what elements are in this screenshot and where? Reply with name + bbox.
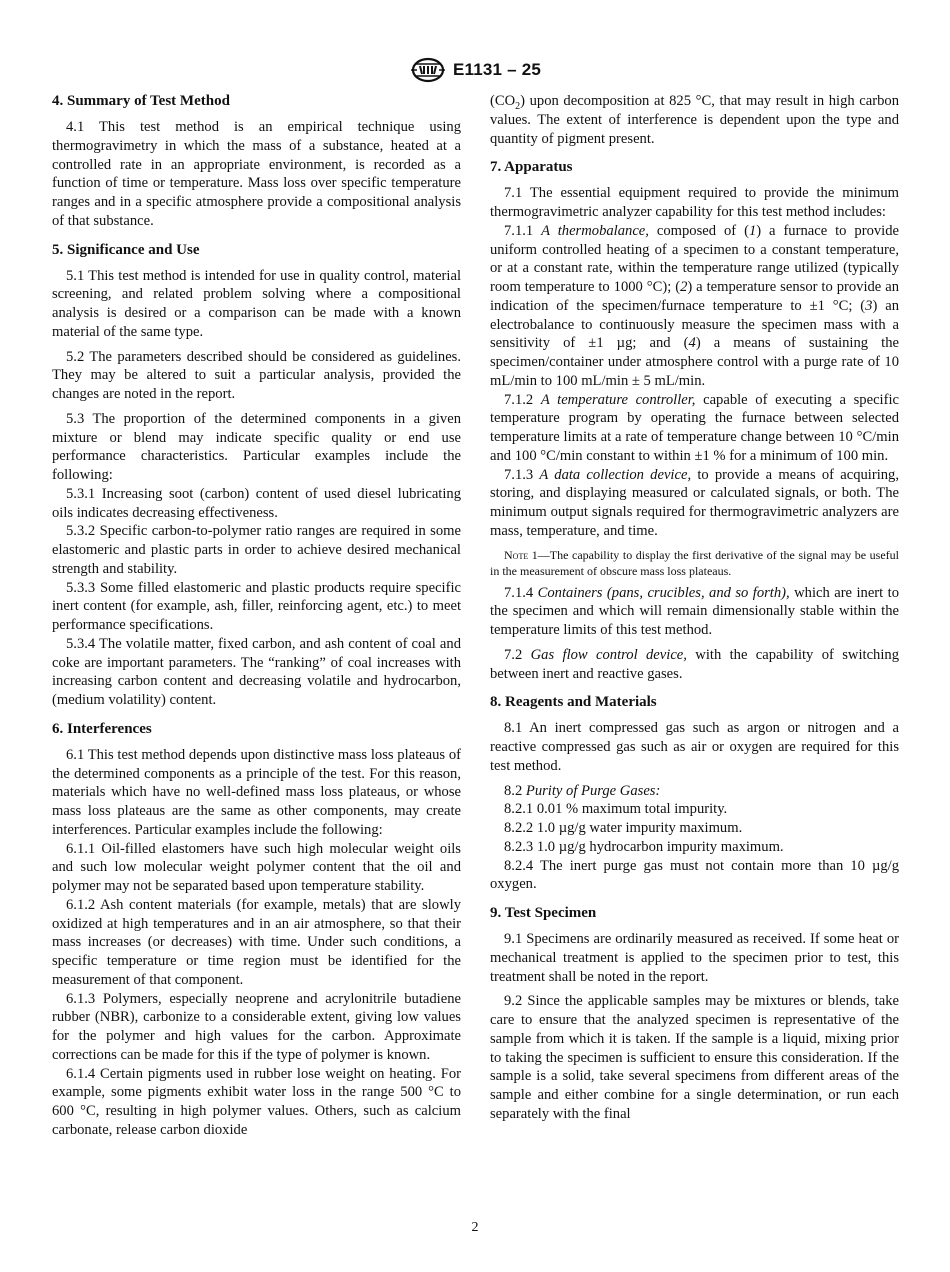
paragraph: 6.1.1 Oil-filled elastomers have such high molecular weight oils and such low molecular weight polymer content that the oil and polymer may not be separated based upon temperature stability. <box>52 840 461 894</box>
paragraph: 6.1 This test method depends upon distinctive mass loss plateaus of the determined components as a principle of the test. For this reason, materials which have no well-defined mass loss plateaus, or whose mass loss plateaus are the same as other components, may create interferences. Particular examples include the following: <box>52 746 461 838</box>
paragraph: 5.3.4 The volatile matter, fixed carbon, and ash content of coal and coke are important parameters. The “ranking” of coal increases with increasing carbon content and decreasing volatile and hydrocarbon, (medium volatility) content. <box>52 635 461 708</box>
astm-logo-icon <box>409 57 447 83</box>
paragraph: 7.2 Gas flow control device, with the capability of switching between inert and reactive gases. <box>490 646 899 682</box>
section-title: 8. Reagents and Materials <box>490 694 657 711</box>
note: Note 1—The capability to display the first derivative of the signal may be useful in the measurement of obscure mass loss plateaus. <box>490 547 899 578</box>
paragraph: $(CO_2)$ upon decomposition at 825 °C, that may result in high carbon values. The extent of interference is dependent upon the type and quantity of pigment present. <box>490 93 899 147</box>
section-title: 6. Interferences <box>52 720 152 737</box>
paragraph: 5.3.1 Increasing soot (carbon) content of used diesel lubricating oils indicates decreasing effectiveness. <box>52 485 461 521</box>
paragraph: 4.1 This test method is an empirical technique using thermogravimetry in which the mass of a substance, heated at a controlled rate in an appropriate environment, is recorded as a function of time or temperature. Mass loss over specific temperature ranges and in a specific atmosphere provide a compositional analysis of that substance. <box>52 119 461 229</box>
paragraph: 6.1.4 Certain pigments used in rubber lose weight on heating. For example, some pigments exhibit water loss in the range 500 °C to 600 °C, resulting in high polymer values. Others, such as calcium carbonate, release carbon dioxide <box>52 1065 461 1138</box>
paragraph: 7.1.4 Containers (pans, crucibles, and so forth), which are inert to the specimen and which will remain dimensionally stable within the temperature limits of this test method. <box>490 584 899 638</box>
paragraph: 5.1 This test method is intended for use in quality control, material screening, and related problem solving where a compositional analysis is desired or a comparison can be made with a known material of the same type. <box>52 267 461 340</box>
paragraph: 8.1 An inert compressed gas such as argon or nitrogen and a reactive compressed gas such as air or oxygen are required for this test method. <box>490 720 899 774</box>
section-title: 7. Apparatus <box>490 159 573 176</box>
paragraph: 6.1.3 Polymers, especially neoprene and acrylonitrile butadiene rubber (NBR), carbonize to a considerable extent, giving low values for the polymer and high values for the carbon. Approximate corrections can be made for this if the type of polymer is known. <box>52 990 461 1063</box>
paragraph: 9.2 Since the applicable samples may be mixtures or blends, take care to ensure that the analyzed specimen is representative of the sample from which it is taken. If the sample is a liquid, mixing prior to taking the specimen is sufficient to ensure this consideration. If the sample is a solid, take several specimens from different areas of the sample and either combine for a single determination, or run each separately with the final <box>490 993 899 1122</box>
paragraph: 5.2 The parameters described should be considered as guidelines. They may be altered to suit a particular analysis, provided the changes are noted in the report. <box>52 348 461 402</box>
page-number: 2 <box>471 1220 479 1235</box>
page-header <box>0 56 950 84</box>
paragraph: 7.1.2 A temperature controller, capable of executing a specific temperature program by operating the furnace between selected temperature limits at a rate of temperature change between 10 °C/min and 100 °C/min constant to within ±1 % for a minimum of 100 min. <box>490 391 900 464</box>
paragraph: 6.1.2 Ash content materials (for example, metals) that are slowly oxidized at high temperatures and in an air atmosphere, so that their mass increases (or decreases) with time. Under such conditions, a specific temperature or time region must be identified for the measurement of that component. <box>52 896 461 988</box>
paragraph: 5.3.2 Specific carbon-to-polymer ratio ranges are required in some elastomeric and plastic parts in order to achieve desired mechanical strength and stability. <box>52 523 461 577</box>
section-title: 9. Test Specimen <box>490 905 597 921</box>
section-title: 5. Significance and Use <box>52 241 200 258</box>
paragraph: 7.1.3 A data collection device, to provide a means of acquiring, storing, and displaying measured or calculated signals, or both. The minimum output signals required for thermogravimetric analyzers are mass, temperature, and time. <box>490 466 900 539</box>
paragraph: 8.2.4 The inert purge gas must not contain more than 10 µg/g oxygen. <box>490 857 899 893</box>
paragraph: 7.1.1 A thermobalance, composed of (1) a furnace to provide uniform controlled heating of a specimen to a constant temperature, or at a constant rate, within the temperature range utilized (typically room temperature to 1000 °C); (2) a temperature sensor to provide an indication of the specimen/furnace temperature to ±1 °C; (3) an electrobalance to continuously measure the specimen mass with a sensitivity of ±1 µg; and (4) a means of sustaining the specimen/container under atmosphere control with a purge rate of 10 mL/min to 100 mL/min ± 5 mL/min. <box>490 222 900 389</box>
paragraph: 8.2.2 1.0 µg/g water impurity maximum. <box>504 820 743 836</box>
document-designation: E1131 – 25 <box>452 60 542 79</box>
paragraph: 8.2.3 1.0 µg/g hydrocarbon impurity maximum. <box>504 838 784 855</box>
paragraph: 5.3.3 Some filled elastomeric and plastic products require specific inert content (for example, ash, filler, reinforcing agent, etc.) to meet performance specifications. <box>52 579 461 633</box>
left-column <box>52 92 461 1140</box>
paragraph: 8.2 Purity of Purge Gases: <box>504 782 661 799</box>
section-title: 4. Summary of Test Method <box>52 93 230 109</box>
paragraph: 8.2.1 0.01 % maximum total impurity. <box>504 801 728 818</box>
right-column <box>490 92 899 1124</box>
paragraph: 9.1 Specimens are ordinarily measured as received. If some heat or mechanical treatment is applied to the specimen prior to test, this treatment shall be noted in the report. <box>490 931 899 985</box>
paragraph: 7.1 The essential equipment required to provide the minimum thermogravimetric analyzer capability for this test method includes: <box>490 185 899 220</box>
paragraph: 5.3 The proportion of the determined components in a given mixture or blend may indicate specific quality or end use performance characteristics. Particular examples include the following: <box>52 410 461 483</box>
